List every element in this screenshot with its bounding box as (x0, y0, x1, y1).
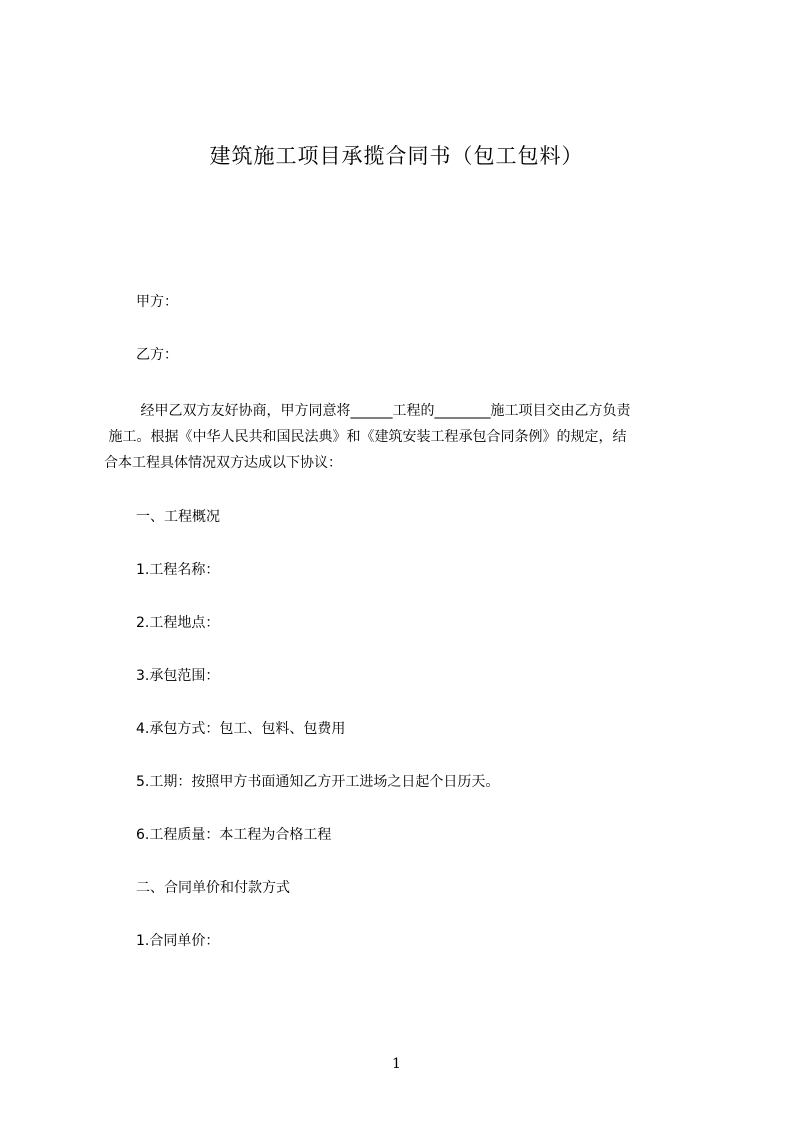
intro-line: 经甲乙双方友好协商，甲方同意将______工程的________施工项目交由乙方负责 (136, 403, 631, 419)
list-item: 5.工期：按照甲方书面通知乙方开工进场之日起个日历天。 (136, 774, 500, 790)
list-item: 1.合同单价： (136, 933, 220, 949)
party-a-label: 甲方： (136, 294, 178, 310)
intro-line: 合本工程具体情况双方达成以下协议： (104, 455, 342, 471)
list-item: 4.承包方式：包工、包料、包费用 (136, 721, 346, 737)
list-item: 1.工程名称： (136, 562, 220, 578)
section-heading: 一、工程概况 (136, 509, 220, 525)
intro-line: 施工。根据《中华人民共和国民法典》和《建筑安装工程承包合同条例》的规定，结 (104, 429, 627, 445)
list-item: 2.工程地点： (136, 615, 220, 631)
intro-paragraph (104, 398, 704, 476)
document-title: 建筑施工项目承揽合同书（包工包料） (209, 144, 584, 168)
list-item: 3.承包范围： (136, 668, 220, 684)
party-b-label: 乙方： (136, 347, 178, 363)
page-number: 1 (392, 1056, 401, 1072)
section-heading: 二、合同单价和付款方式 (136, 880, 290, 896)
list-item: 6.工程质量：本工程为合格工程 (136, 827, 332, 843)
